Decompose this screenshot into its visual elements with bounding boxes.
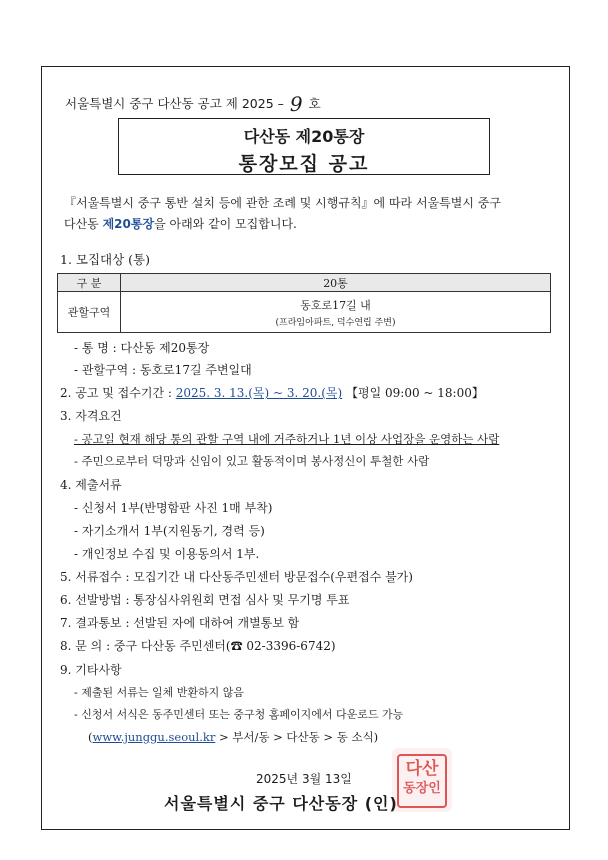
website-path: > 부서/동 > 다산동 > 동 소식): [215, 730, 379, 744]
intro-line2-pre: 다산동: [64, 217, 103, 231]
section3-bullet1: - 공고일 현재 해당 통의 관할 구역 내에 거주하거나 1년 이상 사업장을 운영하는 사람: [74, 432, 500, 446]
section3-heading: 3. 자격요건: [60, 409, 122, 423]
section9-link-line: (www.junggu.seoul.kr > 부서/동 > 다산동 > 동 소식): [88, 730, 379, 744]
table-row: [58, 292, 551, 333]
section4-heading: 4. 제출서류: [60, 478, 122, 492]
table-row-cell: [121, 292, 551, 333]
section7-line: 7. 결과통보 : 선발된 자에 대하여 개별통보 함: [60, 616, 300, 630]
seal-top-text: 다산: [405, 759, 439, 779]
section9-bullet1: - 제출된 서류는 일체 반환하지 않음: [74, 686, 244, 699]
target-table: [57, 273, 551, 333]
signer-name: 서울특별시 중구 다산동장 (인): [164, 794, 398, 813]
section3-bullet2: - 주민으로부터 덕망과 신임이 있고 활동적이며 봉사정신이 투철한 사람: [74, 454, 430, 468]
table-header-row: [58, 274, 551, 292]
notice-prefix: 서울특별시 중구 다산동 공고 제 2025 –: [65, 96, 284, 111]
intro-paragraph: [64, 193, 501, 235]
section6-line: 6. 선발방법 : 통장심사위원회 면접 심사 및 무기명 투표: [60, 593, 350, 607]
table-header-label: 구 분: [58, 274, 121, 292]
table-row-value: 동호로17길 내: [300, 298, 371, 312]
section9-heading: 9. 기타사항: [60, 663, 122, 677]
notice-date: 2025년 3월 13일: [256, 772, 352, 786]
website-link[interactable]: www.junggu.seoul.kr: [92, 730, 216, 744]
seal-bottom-text: 동장인: [403, 781, 441, 796]
notice-suffix: 호: [308, 96, 321, 111]
section2-line: [60, 384, 484, 401]
section1-bullet2: - 관할구역 : 동호로17길 주변일대: [74, 363, 252, 377]
table-header-value: 20통: [121, 274, 551, 292]
title-line2: 통장모집 공고: [238, 153, 370, 175]
section2-hours: 【평일 09:00 ~ 18:00】: [346, 386, 484, 400]
section4-bullet2: - 자기소개서 1부(지원동기, 경력 등): [74, 524, 265, 538]
section1-bullet1: - 통 명 : 다산동 제20통장: [74, 341, 210, 355]
table-row-label: 관할구역: [58, 292, 121, 333]
title-line1: 다산동 제20통장: [243, 127, 365, 146]
intro-line1: 『서울특별시 중구 통반 설치 등에 관한 조례 및 시행규칙』에 따라 서울특별시 중구: [64, 196, 501, 210]
table-row-subtext: (프라임아파트, 덕수연립 주변): [275, 317, 396, 328]
title-box: [118, 118, 490, 175]
section1-heading: 1. 모집대상 (통): [60, 252, 151, 267]
notice-handwritten-number: 9: [289, 92, 303, 116]
section9-bullet2: - 신청서 서식은 동주민센터 또는 중구청 홈페이지에서 다운로드 가능: [74, 708, 404, 721]
section4-bullet1: - 신청서 1부(반명함판 사진 1매 부착): [74, 501, 273, 515]
section2-period: 2025. 3. 13.(목) ~ 3. 20.(목): [175, 386, 343, 400]
intro-line2: [64, 214, 501, 235]
section5-line: 5. 서류접수 : 모집기간 내 다산동주민센터 방문접수(우편접수 불가): [60, 570, 413, 584]
section8-line: 8. 문 의 : 중구 다산동 주민센터(☎ 02-3396-6742): [60, 639, 336, 653]
official-seal: [397, 754, 447, 808]
section2-label: 2. 공고 및 접수기간 :: [60, 386, 176, 400]
intro-highlight: 제20통장: [102, 217, 155, 231]
section4-bullet3: - 개인정보 수집 및 이용동의서 1부.: [74, 547, 260, 561]
intro-line2-post: 을 아래와 같이 모집합니다.: [154, 217, 297, 231]
notice-number: [65, 92, 321, 116]
